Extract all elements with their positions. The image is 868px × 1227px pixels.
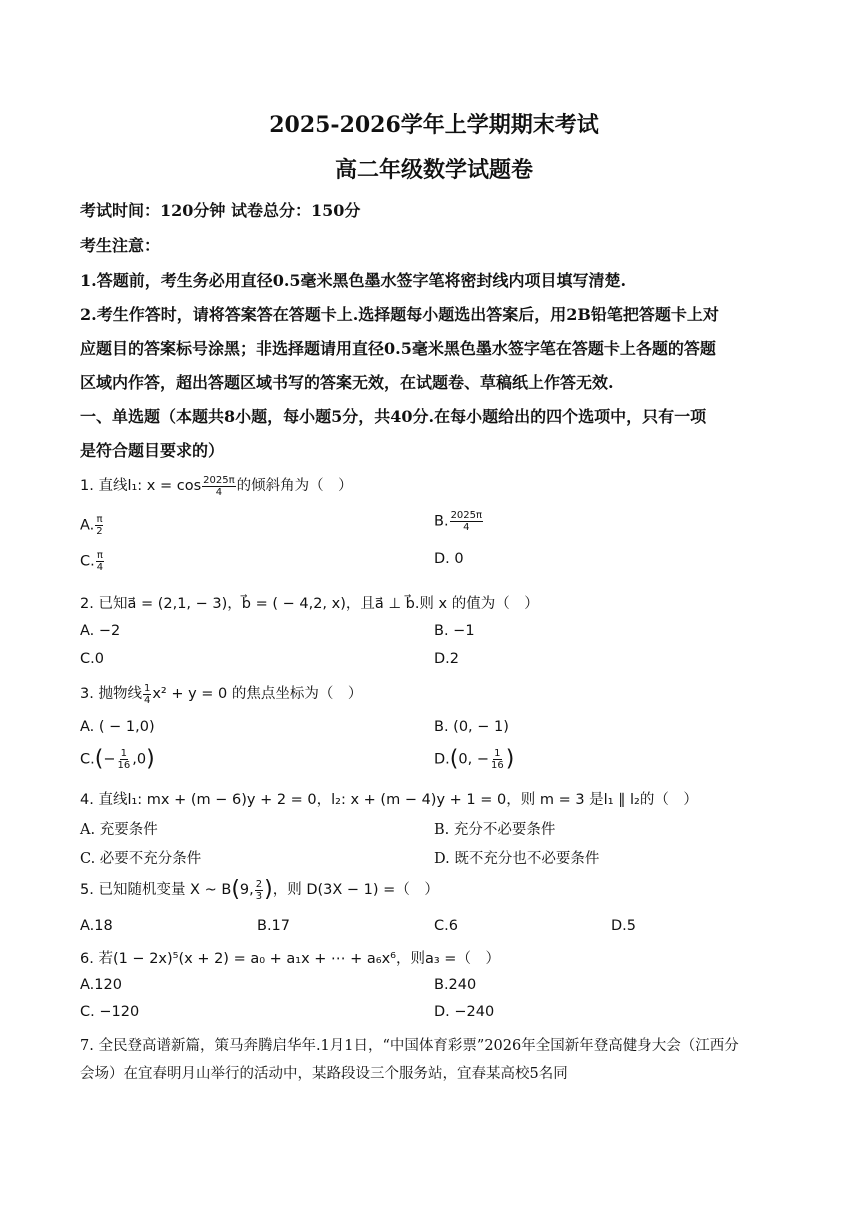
option-c-fraction — [96, 550, 104, 573]
frac-num: 2 — [255, 878, 263, 890]
question-7-stem-line-2: 会场）在宜春明月山举行的活动中，某路段设三个服务站，宜春某高校5名同 — [80, 1066, 568, 1082]
question-5-inner: 9, — [239, 882, 254, 898]
question-3-stem — [80, 682, 362, 706]
question-1-frac-num: 2025π — [203, 474, 235, 486]
section-heading-line-1: 一、单选题（本题共8小题，每小题5分，共40分.在每小题给出的四个选项中，只有一项 — [80, 407, 707, 426]
left-paren: ( — [449, 746, 459, 772]
question-3-option-c — [80, 748, 155, 771]
question-3-option-b: B. (0, − 1) — [434, 719, 509, 735]
question-1-stem — [80, 474, 353, 498]
left-paren: ( — [94, 746, 104, 772]
question-5-stem — [80, 878, 439, 902]
question-1-suffix: 的倾斜角为（ ） — [236, 478, 353, 494]
question-1-prefix: 1. 直线l₁: x = cos — [80, 478, 202, 494]
minus-sign: − — [103, 751, 116, 768]
question-1-option-d: D. 0 — [434, 551, 464, 567]
question-3-fraction — [143, 683, 151, 706]
frac-num: 1 — [494, 748, 501, 759]
frac-num: 1 — [120, 748, 128, 759]
question-5-option-c: C.6 — [434, 918, 458, 934]
frac-den: 2 — [96, 526, 103, 537]
question-3-prefix: 3. 抛物线 — [80, 686, 142, 702]
option-label: C. — [80, 751, 95, 768]
question-4-stem: 4. 直线l₁: mx + (m − 6)y + 2 = 0，l₂: x + (m − 4)y + 1 = 0，则 m = 3 是l₁ ∥ l₂的（ ） — [80, 792, 698, 808]
question-6-stem: 6. 若(1 − 2x)⁵(x + 2) = a₀ + a₁x + ⋯ + a₆x⁶，则a₃ =（ ） — [80, 951, 500, 967]
frac-den: 4 — [143, 694, 151, 706]
notice-item-2-line-1: 2.考生作答时，请将答案答在答题卡上.选择题每小题选出答案后，用2B铅笔把答题卡上对 — [80, 305, 719, 324]
question-3-option-d — [434, 748, 514, 771]
option-a-fraction — [95, 514, 103, 537]
question-4-option-d: D. 既不充分也不必要条件 — [434, 851, 600, 867]
option-label: A. — [80, 517, 95, 534]
question-4-option-b: B. 充分不必要条件 — [434, 822, 556, 838]
option-label: D. — [434, 751, 450, 768]
question-6-option-d: D. −240 — [434, 1004, 495, 1020]
notice-item-2-line-2: 应题目的答案标号涂黑；非选择题请用直径0.5毫米黑色墨水签字笔在答题卡上各题的答题 — [80, 339, 716, 358]
question-5-suffix: ，则 D(3X − 1) =（ ） — [272, 882, 439, 898]
right-paren: ) — [146, 746, 155, 772]
exam-time-score: 考试时间：120分钟 试卷总分：150分 — [80, 201, 361, 220]
right-paren: ) — [264, 877, 273, 902]
question-4-option-c: C. 必要不充分条件 — [80, 851, 202, 867]
notice-item-1: 1.答题前，考生务必用直径0.5毫米黑色墨水签字笔将密封线内项目填写清楚. — [80, 271, 627, 290]
question-2-option-d: D.2 — [434, 651, 459, 667]
frac-den: 4 — [96, 562, 104, 573]
frac-num: π — [96, 550, 103, 561]
notice-heading: 考生注意： — [80, 236, 161, 255]
question-1-frac-den: 4 — [215, 486, 223, 498]
question-2-option-a: A. −2 — [80, 623, 121, 639]
question-5-option-a: A.18 — [80, 918, 113, 934]
question-5-fraction — [255, 879, 263, 902]
left-paren: ( — [231, 877, 240, 902]
section-heading-line-2: 是符合题目要求的） — [80, 441, 225, 460]
right-paren: ) — [505, 746, 515, 772]
question-5-option-d: D.5 — [611, 918, 636, 934]
question-2-option-c: C.0 — [80, 651, 104, 667]
exam-subtitle: 高二年级数学试题卷 — [334, 157, 533, 183]
question-1-option-b — [434, 510, 484, 533]
question-2-stem: 2. 已知a⃗ = (2,1, − 3)，b⃗ = ( − 4,2, x)，且a⃗ ⊥ b⃗.则 x 的值为（ ） — [80, 596, 539, 612]
option-d-fraction — [490, 748, 505, 771]
option-d-head: 0, − — [458, 751, 489, 768]
option-label: B. — [434, 513, 449, 530]
question-6-option-a: A.120 — [80, 977, 122, 993]
question-6-option-b: B.240 — [434, 977, 477, 993]
question-7-stem-line-1: 7. 全民登高谱新篇，策马奔腾启华年.1月1日，“中国体育彩票”2026年全国新年登高健身大会（江西分 — [80, 1038, 739, 1054]
notice-item-2-line-3: 区域内作答，超出答题区域书写的答案无效，在试题卷、草稿纸上作答无效. — [80, 373, 614, 392]
option-label: C. — [80, 553, 95, 570]
option-b-fraction — [450, 510, 483, 533]
option-c-fraction — [116, 748, 131, 771]
question-5-prefix: 5. 已知随机变量 X ~ B — [80, 882, 232, 898]
frac-num: π — [96, 514, 103, 525]
frac-num: 1 — [143, 682, 151, 694]
frac-den: 16 — [490, 760, 504, 771]
question-1-fraction — [202, 475, 235, 498]
frac-num: 2025π — [450, 510, 483, 521]
frac-den: 4 — [463, 522, 470, 533]
question-6-option-c: C. −120 — [80, 1004, 140, 1020]
question-1-option-a — [80, 514, 105, 537]
frac-den: 16 — [117, 760, 131, 771]
question-3-suffix: x² + y = 0 的焦点坐标为（ ） — [152, 686, 363, 702]
question-5-option-b: B.17 — [257, 918, 291, 934]
question-4-option-a: A. 充要条件 — [80, 822, 158, 838]
question-3-option-a: A. ( − 1,0) — [80, 719, 155, 735]
exam-title: 2025-2026学年上学期期末考试 — [269, 112, 599, 138]
option-c-tail: ,0 — [132, 751, 147, 768]
question-1-option-c — [80, 550, 105, 573]
frac-den: 3 — [255, 890, 263, 902]
question-2-option-b: B. −1 — [434, 623, 475, 639]
